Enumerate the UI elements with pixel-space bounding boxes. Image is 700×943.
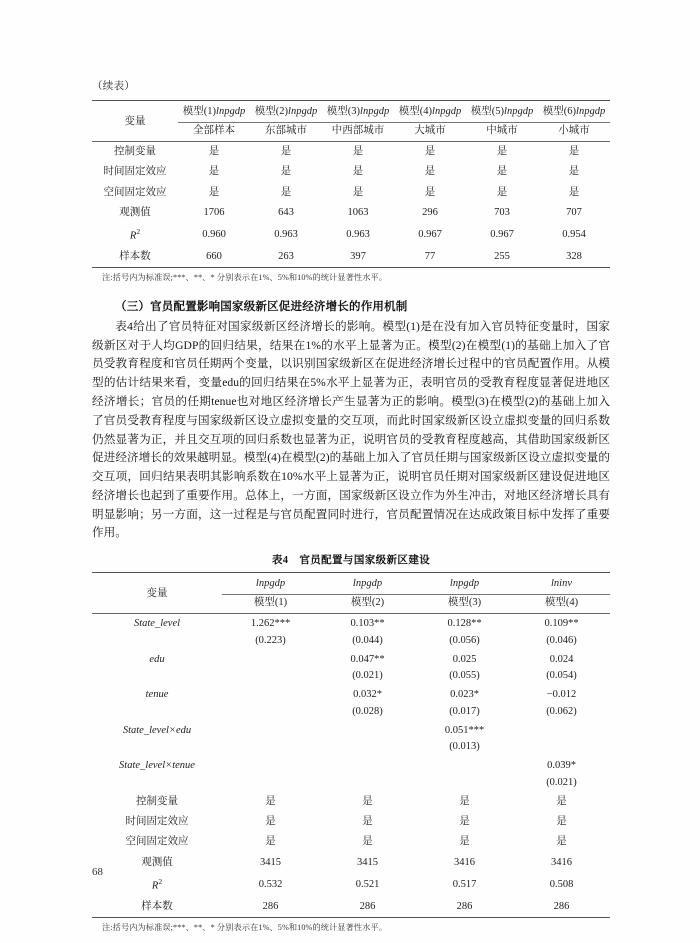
row-cell: 是: [280, 186, 292, 198]
header-dep-1: lnpgdp: [222, 573, 319, 595]
header-dep-4: lninv: [513, 573, 610, 595]
table-3-note: 注:括号内为标准误;***、**、* 分别表示在1%、5%和10%的统计显著性水平。: [102, 273, 388, 283]
row-cell: 397: [322, 247, 394, 268]
section-heading: （三）官员配置影响国家级新区促进经济增长的作用机制: [115, 300, 408, 313]
row-cell: 是: [208, 166, 220, 178]
row-label: 空间固定效应: [125, 836, 189, 848]
row-cell: 是: [556, 836, 567, 848]
coef-cell: 0.128**: [416, 614, 513, 635]
coef-cell: [222, 756, 319, 776]
coef-cell: 0.032*: [353, 689, 382, 701]
table-row-coef: [92, 756, 610, 776]
header-model-2: [250, 101, 322, 123]
row-cell: 296: [422, 207, 438, 219]
row-cell: 是: [322, 142, 394, 163]
row-label: tenue: [145, 689, 169, 701]
row-cell: 0.508: [549, 878, 574, 890]
se-cell: [222, 776, 319, 791]
row-cell: 是: [362, 836, 373, 848]
row-cell: 3415: [260, 856, 281, 868]
se-cell: (0.056): [449, 635, 480, 646]
continued-table-label: （续表）: [92, 81, 136, 92]
row-cell: 77: [394, 247, 466, 268]
table-row-se: [92, 635, 610, 650]
table-row-se: [92, 705, 610, 720]
model-label: 模型(1): [182, 106, 217, 117]
model-label: 模型(5): [470, 106, 505, 117]
subheader-sample-3: 中西部城市: [322, 122, 394, 142]
table-row-header: [92, 101, 610, 123]
table-row: [92, 142, 610, 163]
row-label-blank: [92, 705, 222, 720]
subheader-model-4: 模型(4): [513, 594, 610, 614]
row-cell: 是: [424, 186, 436, 198]
model-label: 模型(4): [398, 106, 433, 117]
subheader-sample-1: 全部样本: [178, 122, 250, 142]
se-cell: (0.028): [352, 705, 383, 717]
coef-cell: −0.012: [546, 689, 577, 701]
coef-cell: [513, 721, 610, 741]
row-label: $R^2$: [151, 876, 163, 892]
header-variable: 变量: [92, 101, 178, 142]
table-row-se: [92, 776, 610, 791]
row-cell: 328: [538, 247, 610, 268]
row-label: 空间固定效应: [103, 186, 167, 198]
table-row: [92, 873, 610, 897]
se-cell: (0.021): [352, 670, 383, 682]
row-cell: 286: [319, 896, 416, 917]
row-cell: 是: [459, 795, 470, 807]
se-cell: (0.223): [255, 635, 286, 646]
row-cell: 0.963: [274, 229, 298, 241]
header-model-6: [538, 101, 610, 123]
row-label-blank: [92, 741, 222, 756]
row-label: State_level×edu: [122, 724, 192, 736]
table-row-se: [92, 741, 610, 756]
row-label: 时间固定效应: [103, 166, 167, 178]
table-row: [92, 792, 610, 812]
se-cell: [222, 705, 319, 720]
table-4-note: 注:括号内为标准误;***、**、* 分别表示在1%、5%和10%的统计显著性水平。: [102, 922, 388, 932]
coef-cell: [319, 721, 416, 741]
subheader-model-2: 模型(2): [319, 594, 416, 614]
coef-cell: 0.025: [452, 653, 477, 665]
dep-var-label: lnpgdp: [576, 106, 606, 117]
row-label: 观测值: [119, 207, 151, 219]
row-label: State_level×tenue: [119, 760, 195, 772]
row-label-blank: [92, 776, 222, 791]
se-cell: (0.044): [352, 635, 383, 646]
section-paragraph: 表4给出了官员特征对国家级新区经济增长的影响。模型(1)是在没有加入官员特征变量时，国家级新区对于人均GDP的回归结果，结果在1%的水平上显著为正。模型(2)在模型(1)的基础上加入了官员受教育程度和官员任期两个变量，以识别国家级新区在促进经济增长过程中的官员配置作用。从模型的估计结果来看，变量edu的回归结果在5%水平上显著为正，表明官员的受教育程度显著促进地区经济增长；官员的任期tenue也对地区经济增长产生显著为正的影响。模型(3)在模型(2)的基础上加入了官员受教育程度与国家级新区设立虚拟变量的交互项，而此时国家级新区设立虚拟变量的回归系数仍然显著为正，并且交互项的回归系数也显著为正，说明官员的受教育程度越高，其借助国家级新区促进经济增长的效果越明显。模型(4)在模型(2)的基础上加入了官员任期与国家级新区设立虚拟变量的交互项，回归结果表明其影响系数在10%水平上显著为正，说明官员任期对国家级新区建设促进地区经济增长也起到了重要作用。总体上，一方面，国家级新区设立作为外生冲击，对地区经济增长具有明显影响；另一方面，这一过程是与官员配置同时进行，官员配置情况在达成政策目标中发挥了重要作用。: [92, 319, 610, 540]
row-label: 控制变量: [136, 795, 178, 807]
row-label-blank: [92, 670, 222, 685]
row-cell: 是: [459, 836, 470, 848]
row-label-blank: [92, 635, 222, 650]
subheader-sample-5: 中城市: [466, 122, 538, 142]
table-row: [92, 832, 610, 852]
row-cell: 263: [250, 247, 322, 268]
row-cell: 是: [538, 142, 610, 163]
row-label: 控制变量: [92, 142, 178, 163]
se-cell: (0.017): [449, 705, 480, 717]
se-cell: (0.013): [449, 741, 480, 753]
table-row: [92, 852, 610, 872]
row-cell: 3416: [454, 856, 475, 868]
row-label: 观测值: [141, 856, 173, 868]
table-4-title: 表4 官员配置与国家级新区建设: [271, 555, 431, 567]
row-cell: 0.960: [202, 229, 226, 241]
table-row-coef: [92, 721, 610, 741]
row-cell: 286: [222, 896, 319, 917]
page-number: 68: [92, 866, 103, 878]
row-cell: 是: [178, 142, 250, 163]
table-row-coef: [92, 650, 610, 670]
header-dep-3: lnpgdp: [416, 573, 513, 595]
subheader-sample-4: 大城市: [394, 122, 466, 142]
row-cell: 是: [362, 816, 373, 828]
row-cell: 703: [494, 207, 510, 219]
row-cell: 1063: [347, 207, 369, 219]
coef-cell: 0.051***: [444, 724, 485, 736]
se-cell: (0.055): [449, 670, 480, 682]
dep-var-label: lnpgdp: [432, 106, 462, 117]
se-cell: [416, 776, 513, 791]
row-cell: 643: [278, 207, 294, 219]
row-label: $R^2$: [129, 227, 141, 242]
table-row-header: [92, 573, 610, 595]
row-label: edu: [149, 653, 165, 665]
row-cell: 是: [459, 816, 470, 828]
row-cell: 是: [556, 795, 567, 807]
table-row: [92, 162, 610, 182]
row-cell: 0.967: [490, 229, 514, 241]
row-cell: 0.532: [258, 878, 283, 890]
se-cell: (0.062): [546, 705, 577, 717]
row-cell: 是: [250, 142, 322, 163]
table-row: [92, 896, 610, 917]
se-cell: [319, 776, 416, 791]
subheader-model-3: 模型(3): [416, 594, 513, 614]
se-cell: (0.054): [546, 670, 577, 682]
table-row: [92, 183, 610, 203]
dep-var-label: lnpgdp: [360, 106, 390, 117]
coef-cell: [222, 685, 319, 705]
header-dep-2: lnpgdp: [319, 573, 416, 595]
coef-cell: 0.109**: [513, 614, 610, 635]
se-cell: (0.021): [546, 776, 577, 788]
row-cell: 0.954: [562, 229, 586, 241]
coef-cell: [416, 756, 513, 776]
row-cell: 是: [265, 816, 276, 828]
row-cell: 255: [466, 247, 538, 268]
header-model-4: [394, 101, 466, 123]
row-cell: 0.517: [452, 878, 477, 890]
table-row-coef: [92, 685, 610, 705]
row-cell: 是: [280, 166, 292, 178]
row-cell: 是: [265, 795, 276, 807]
row-cell: 3416: [551, 856, 572, 868]
row-cell: 是: [352, 186, 364, 198]
model-label: 模型(2): [254, 106, 289, 117]
row-cell: 是: [265, 836, 276, 848]
row-cell: 707: [566, 207, 582, 219]
coef-cell: [319, 756, 416, 776]
model-label: 模型(6): [542, 106, 577, 117]
page-content: [92, 78, 610, 933]
header-model-3: [322, 101, 394, 123]
row-cell: 0.521: [355, 878, 380, 890]
table-3-continued: [92, 100, 610, 268]
coef-cell: [222, 721, 319, 741]
row-label: State_level: [92, 614, 222, 635]
row-cell: 是: [496, 186, 508, 198]
header-model-1: [178, 101, 250, 123]
row-cell: 是: [568, 186, 580, 198]
row-label: 时间固定效应: [125, 816, 189, 828]
subheader-model-1: 模型(1): [222, 594, 319, 614]
row-cell: 286: [513, 896, 610, 917]
row-cell: 0.967: [418, 229, 442, 241]
subheader-sample-6: 小城市: [538, 122, 610, 142]
table-row: [92, 223, 610, 247]
dep-var-label: lnpgdp: [504, 106, 534, 117]
row-cell: 3415: [357, 856, 378, 868]
row-cell: 是: [208, 186, 220, 198]
se-cell: [513, 741, 610, 756]
coef-cell: 0.039*: [547, 760, 576, 772]
row-cell: 是: [556, 816, 567, 828]
row-cell: 是: [352, 166, 364, 178]
table-row-se: [92, 670, 610, 685]
coef-cell: 1.262***: [222, 614, 319, 635]
row-cell: 是: [424, 166, 436, 178]
table-row: [92, 247, 610, 268]
row-cell: 是: [568, 166, 580, 178]
se-cell: (0.046): [546, 635, 577, 646]
model-label: 模型(3): [326, 106, 361, 117]
coef-cell: [222, 650, 319, 670]
header-variable: 变量: [92, 573, 222, 614]
row-label: 样本数: [92, 247, 178, 268]
row-cell: 是: [466, 142, 538, 163]
dep-var-label: lnpgdp: [216, 106, 246, 117]
row-cell: 是: [362, 795, 373, 807]
coef-cell: 0.023*: [450, 689, 479, 701]
coef-cell: 0.103**: [319, 614, 416, 635]
table-row-coef: [92, 614, 610, 635]
row-cell: 1706: [203, 207, 225, 219]
se-cell: [222, 741, 319, 756]
dep-var-label: lnpgdp: [288, 106, 318, 117]
row-cell: 660: [178, 247, 250, 268]
row-label: 样本数: [92, 896, 222, 917]
table-4: [92, 572, 610, 918]
row-cell: 286: [416, 896, 513, 917]
row-cell: 是: [394, 142, 466, 163]
header-model-5: [466, 101, 538, 123]
se-cell: [319, 741, 416, 756]
coef-cell: 0.024: [549, 653, 574, 665]
table-row: [92, 812, 610, 832]
coef-cell: 0.047**: [350, 653, 385, 665]
row-cell: 0.963: [346, 229, 370, 241]
row-cell: 是: [496, 166, 508, 178]
se-cell: [222, 670, 319, 685]
table-row: [92, 203, 610, 223]
subheader-sample-2: 东部城市: [250, 122, 322, 142]
